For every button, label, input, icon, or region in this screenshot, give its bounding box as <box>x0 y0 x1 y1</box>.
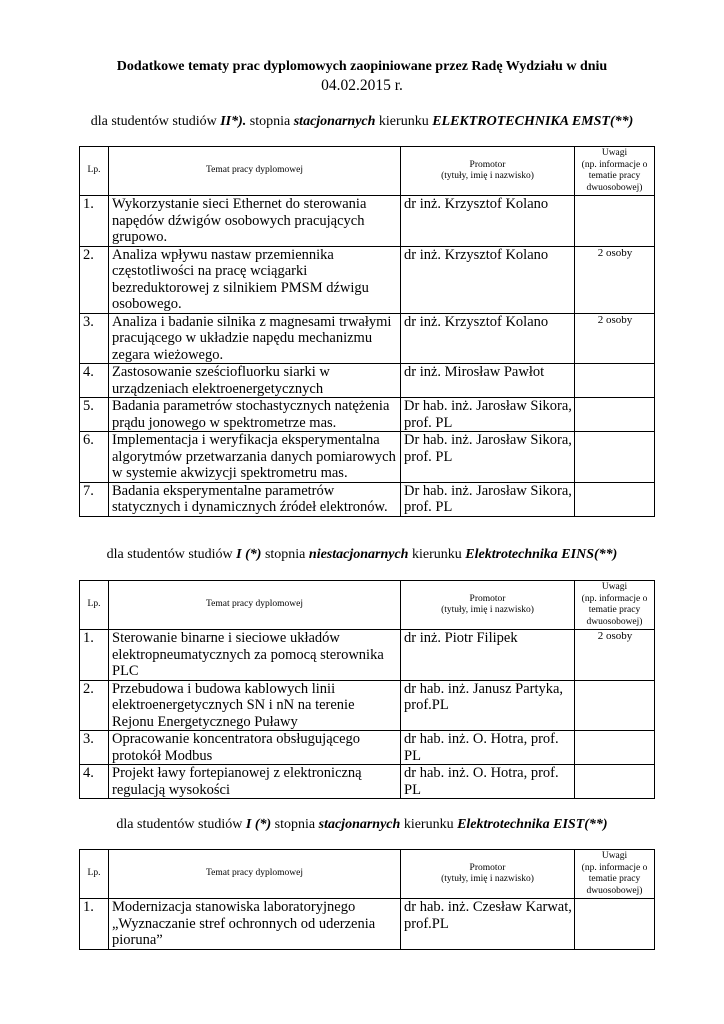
header-promoter: Promotor (tytuły, imię i nazwisko) <box>401 850 575 899</box>
row-promoter: Dr hab. inż. Jarosław Sikora, prof. PL <box>401 432 575 483</box>
header-topic: Temat pracy dyplomowej <box>109 850 401 899</box>
heading-mode: stacjonarnych <box>318 817 401 832</box>
row-promoter: Dr hab. inż. Jarosław Sikora, prof. PL <box>401 398 575 432</box>
row-topic: Analiza i badanie silnika z magnesami trwałymi pracującego w układzie napędu mechanizmu zegara wieżowego. <box>109 313 401 364</box>
row-promoter: dr inż. Krzysztof Kolano <box>401 246 575 313</box>
row-number: 3. <box>80 731 109 765</box>
header-lp: Lp. <box>80 581 109 630</box>
row-topic: Implementacja i weryfikacja eksperymentalna algorytmów przetwarzania danych pomiarowych w systemie akwizycji spektrometru mas. <box>109 432 401 483</box>
header-topic: Temat pracy dyplomowej <box>109 147 401 196</box>
row-topic: Przebudowa i budowa kablowych linii elektroenergetycznych SN i nN na terenie Rejonu Energetycznego Puławy <box>109 680 401 731</box>
heading-prefix: dla studentów studiów <box>90 114 221 129</box>
row-notes: 2 osoby <box>575 630 655 681</box>
row-topic: Badania eksperymentalne parametrów statycznych i dynamicznych źródeł elektronów. <box>109 482 401 516</box>
row-notes <box>575 398 655 432</box>
row-topic: Sterowanie binarne i sieciowe układów elektropneumatycznych za pomocą sterownika PLC <box>109 630 401 681</box>
heading-mid: stopnia <box>271 817 319 832</box>
row-notes <box>575 364 655 398</box>
header-promoter: Promotor (tytuły, imię i nazwisko) <box>401 147 575 196</box>
topics-table-emst <box>79 146 655 517</box>
row-number: 1. <box>80 630 109 681</box>
row-topic: Wykorzystanie sieci Ethernet do sterowania napędów dźwigów osobowych pracujących grupowo. <box>109 196 401 247</box>
row-promoter: dr hab. inż. O. Hotra, prof. PL <box>401 731 575 765</box>
row-notes <box>575 196 655 247</box>
heading-level: I (*) <box>236 547 262 562</box>
table-row <box>80 364 655 398</box>
row-number: 1. <box>80 899 109 950</box>
row-promoter: dr hab. inż. Janusz Partyka, prof.PL <box>401 680 575 731</box>
row-topic: Opracowanie koncentratora obsługującego protokół Modbus <box>109 731 401 765</box>
row-promoter: Dr hab. inż. Jarosław Sikora, prof. PL <box>401 482 575 516</box>
topics-table-eist <box>79 849 655 950</box>
table-row <box>80 196 655 247</box>
topics-table-eins <box>79 580 655 799</box>
table-row <box>80 765 655 799</box>
header-notes: Uwagi (np. informacje o tematie pracy dwuosobowej) <box>575 147 655 196</box>
section-heading-eist <box>0 816 724 834</box>
header-topic: Temat pracy dyplomowej <box>109 581 401 630</box>
heading-field: ELEKTROTECHNIKA EMST(**) <box>432 114 634 129</box>
header-lp: Lp. <box>80 147 109 196</box>
heading-mid: stopnia <box>246 114 294 129</box>
header-promoter: Promotor (tytuły, imię i nazwisko) <box>401 581 575 630</box>
header-notes: Uwagi (np. informacje o tematie pracy dwuosobowej) <box>575 581 655 630</box>
heading-mid: kierunku <box>375 114 433 129</box>
row-notes: 2 osoby <box>575 246 655 313</box>
row-number: 4. <box>80 765 109 799</box>
row-topic: Badania parametrów stochastycznych natężenia prądu jonowego w spektrometrze mas. <box>109 398 401 432</box>
heading-field: Elektrotechnika EIST(**) <box>457 817 608 832</box>
heading-mid: kierunku <box>400 817 458 832</box>
table-row <box>80 313 655 364</box>
table-row <box>80 731 655 765</box>
heading-mode: stacjonarnych <box>293 114 376 129</box>
row-notes <box>575 680 655 731</box>
header-lp: Lp. <box>80 850 109 899</box>
table-row <box>80 432 655 483</box>
row-number: 5. <box>80 398 109 432</box>
heading-mid: stopnia <box>261 547 309 562</box>
table-row <box>80 680 655 731</box>
row-number: 7. <box>80 482 109 516</box>
document-date: 04.02.2015 r. <box>321 77 403 94</box>
row-promoter: dr inż. Mirosław Pawłot <box>401 364 575 398</box>
header-notes: Uwagi (np. informacje o tematie pracy dwuosobowej) <box>575 850 655 899</box>
row-notes <box>575 899 655 950</box>
table-row <box>80 482 655 516</box>
row-promoter: dr hab. inż. O. Hotra, prof. PL <box>401 765 575 799</box>
row-topic: Modernizacja stanowiska laboratoryjnego „Wyznaczanie stref ochronnych od uderzenia pioruna” <box>109 899 401 950</box>
heading-field: Elektrotechnika EINS(**) <box>465 547 618 562</box>
row-topic: Zastosowanie sześciofluorku siarki w urządzeniach elektroenergetycznych <box>109 364 401 398</box>
row-promoter: dr inż. Piotr Filipek <box>401 630 575 681</box>
heading-prefix: dla studentów studiów <box>116 817 246 832</box>
table-header-row <box>80 850 655 899</box>
row-promoter: dr inż. Krzysztof Kolano <box>401 313 575 364</box>
table-row <box>80 398 655 432</box>
row-topic: Analiza wpływu nastaw przemiennika częstotliwości na pracę wciągarki bezreduktorowej z silnikiem PMSM dźwigu osobowego. <box>109 246 401 313</box>
row-topic: Projekt ławy fortepianowej z elektroniczną regulacją wysokości <box>109 765 401 799</box>
row-notes <box>575 482 655 516</box>
row-notes <box>575 765 655 799</box>
row-notes: 2 osoby <box>575 313 655 364</box>
row-promoter: dr inż. Krzysztof Kolano <box>401 196 575 247</box>
heading-mode: niestacjonarnych <box>308 547 409 562</box>
section-heading-emst <box>0 113 724 131</box>
row-number: 2. <box>80 680 109 731</box>
document-title: Dodatkowe tematy prac dyplomowych zaopiniowane przez Radę Wydziału w dniu <box>116 59 608 74</box>
table-header-row <box>80 581 655 630</box>
table-row <box>80 630 655 681</box>
row-number: 4. <box>80 364 109 398</box>
section-heading-eins <box>0 546 724 564</box>
heading-level: II*). <box>220 114 247 129</box>
row-number: 2. <box>80 246 109 313</box>
table-header-row <box>80 147 655 196</box>
table-row <box>80 246 655 313</box>
row-number: 1. <box>80 196 109 247</box>
table-row <box>80 899 655 950</box>
row-notes <box>575 731 655 765</box>
heading-level: I (*) <box>245 817 272 832</box>
row-number: 3. <box>80 313 109 364</box>
row-number: 6. <box>80 432 109 483</box>
heading-mid: kierunku <box>408 547 466 562</box>
row-promoter: dr hab. inż. Czesław Karwat, prof.PL <box>401 899 575 950</box>
heading-prefix: dla studentów studiów <box>106 547 237 562</box>
row-notes <box>575 432 655 483</box>
